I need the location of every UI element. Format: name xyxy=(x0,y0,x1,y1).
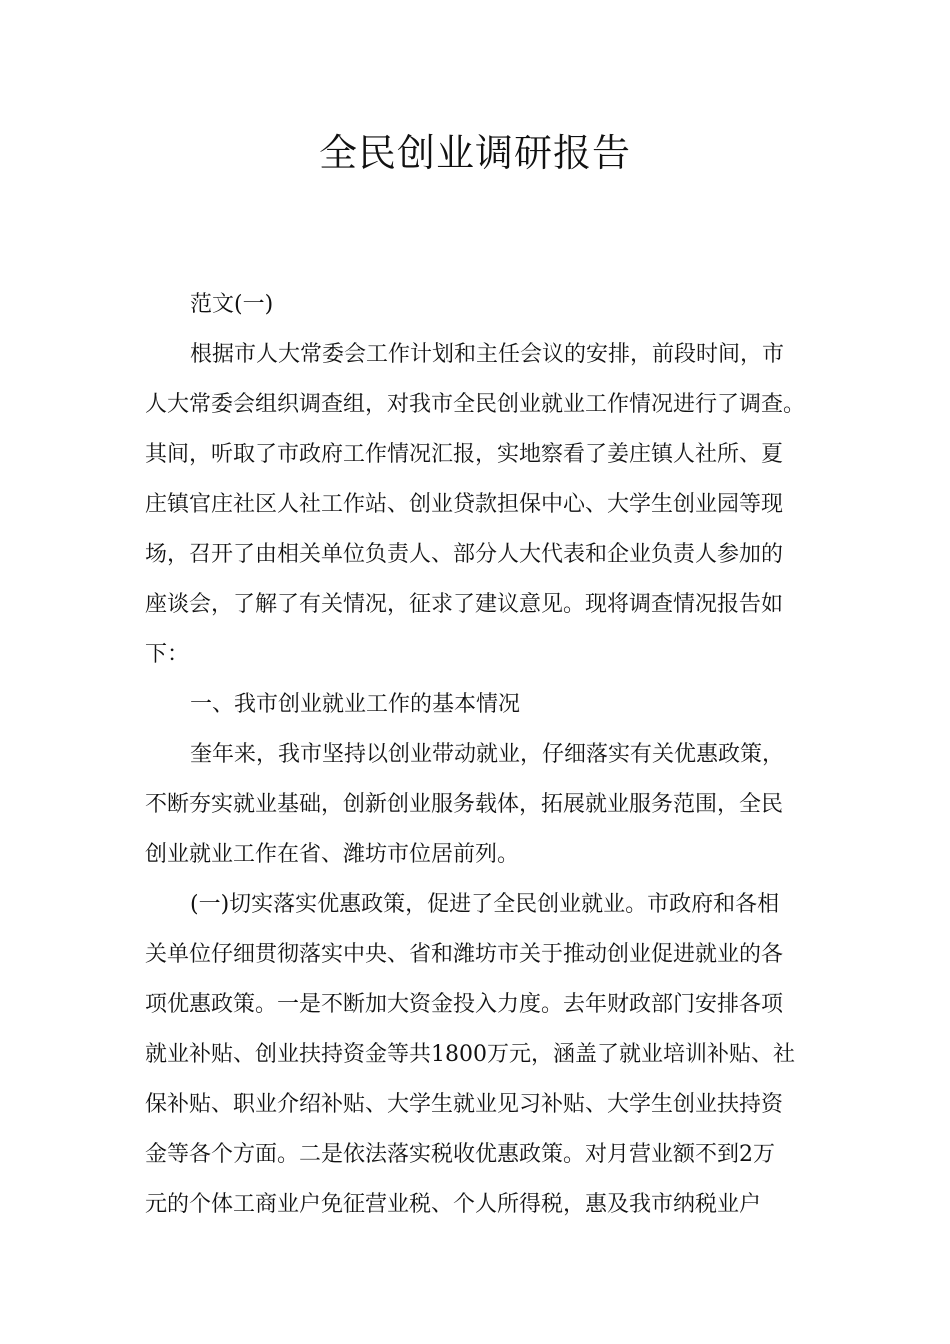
document-body xyxy=(145,280,830,1230)
text-line: 座谈会，了解了有关情况，征求了建议意见。现将调查情况报告如 xyxy=(145,592,784,617)
text-line: 元的个体工商业户免征营业税、个人所得税，惠及我市纳税业户 xyxy=(145,1192,762,1217)
text-line: 庄镇官庄社区人社工作站、创业贷款担保中心、大学生创业园等现 xyxy=(145,492,784,517)
text-line: 根据市人大常委会工作计划和主任会议的安排，前段时间，市 xyxy=(190,342,785,367)
text-line: 其间，听取了市政府工作情况汇报，实地察看了姜庄镇人社所、夏 xyxy=(145,442,784,467)
text-line: 场，召开了由相关单位负责人、部分人大代表和企业负责人参加的 xyxy=(145,542,784,567)
text-line: (一)切实落实优惠政策，促进了全民创业就业。市政府和各相 xyxy=(190,892,780,917)
text-line: 项优惠政策。一是不断加大资金投入力度。去年财政部门安排各项 xyxy=(145,992,784,1017)
text-line: 就业补贴、创业扶持资金等共1800万元，涵盖了就业培训补贴、社 xyxy=(145,1042,795,1067)
text-line: 范文(一) xyxy=(190,292,274,317)
text-line: 一、我市创业就业工作的基本情况 xyxy=(190,692,521,717)
text-line: 下： xyxy=(145,642,190,667)
text-line: 创业就业工作在省、潍坊市位居前列。 xyxy=(145,842,520,867)
text-line: 奎年来，我市坚持以创业带动就业，仔细落实有关优惠政策， xyxy=(190,742,785,767)
document-title: 全民创业调研报告 xyxy=(318,131,631,175)
text-line: 金等各个方面。二是依法落实税收优惠政策。对月营业额不到2万 xyxy=(145,1142,775,1167)
text-line: 人大常委会组织调查组，对我市全民创业就业工作情况进行了调查。 xyxy=(145,392,806,417)
text-line: 保补贴、职业介绍补贴、大学生就业见习补贴、大学生创业扶持资 xyxy=(145,1092,784,1117)
text-line: 不断夯实就业基础，创新创业服务载体，拓展就业服务范围，全民 xyxy=(145,792,784,817)
text-line: 关单位仔细贯彻落实中央、省和潍坊市关于推动创业促进就业的各 xyxy=(145,942,784,967)
